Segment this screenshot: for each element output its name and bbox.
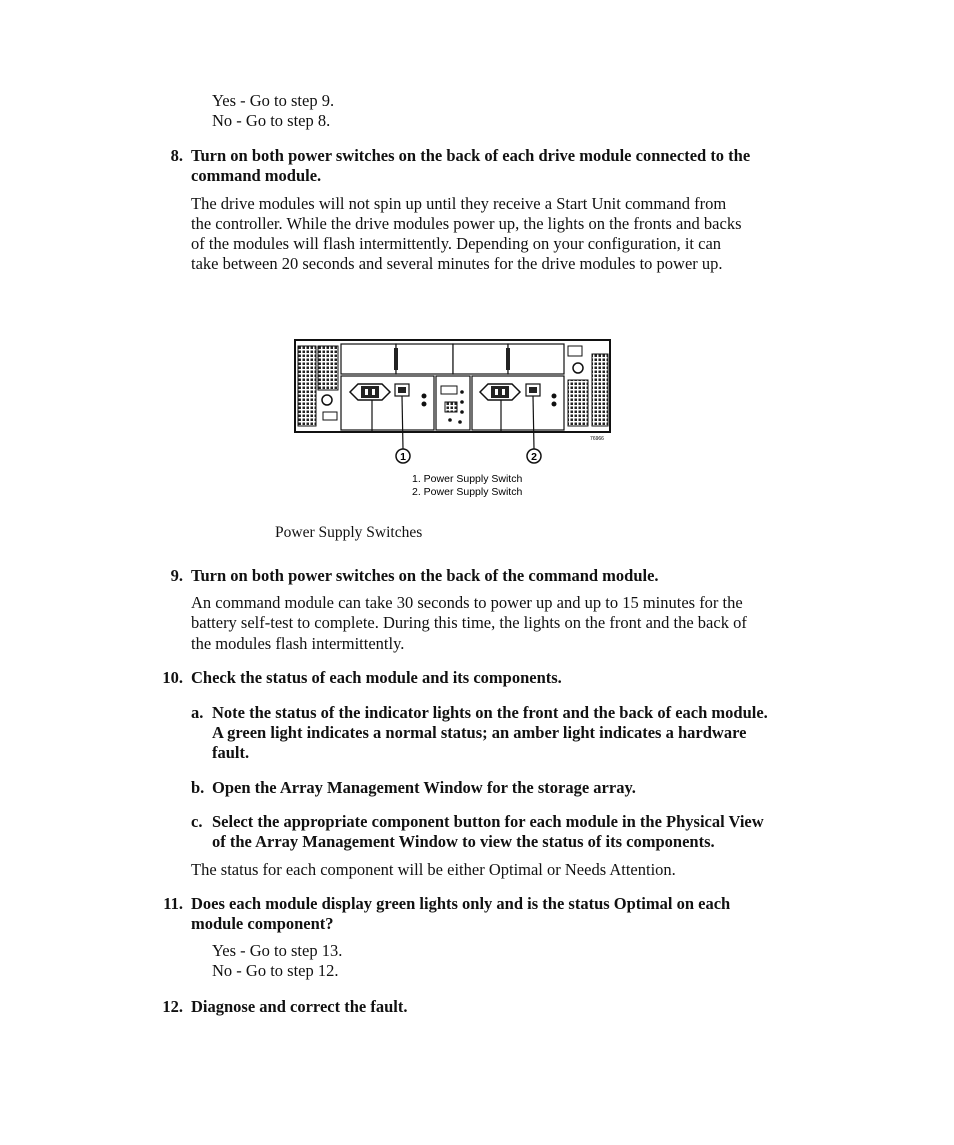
step-8-body-line3: of the modules will flash intermittently. Depending on your configuration, it can	[191, 234, 722, 253]
substep-c-line2: of the Array Management Window to view the status of its components.	[212, 832, 715, 851]
step-8-heading-line1: Turn on both power switches on the back of each drive module connected to the	[191, 146, 751, 165]
step-9-heading: Turn on both power switches on the back of the command module.	[191, 566, 659, 585]
option-yes-step13: Yes - Go to step 13.	[212, 941, 343, 960]
step-10-heading: Check the status of each module and its components.	[191, 668, 562, 687]
step-9-body-line2: battery self-test to complete. During this time, the lights on the front and the back of	[191, 613, 747, 632]
step-8-body-line4: take between 20 seconds and several minutes for the drive modules to power up.	[191, 254, 723, 273]
step-10-body: The status for each component will be either Optimal or Needs Attention.	[191, 860, 676, 879]
step-8-body-line2: the controller. While the drive modules power up, the lights on the fronts and backs	[191, 214, 742, 233]
figure-legend-2: 2. Power Supply Switch	[412, 486, 523, 498]
step-12-number: 12.	[162, 997, 183, 1016]
substep-c-letter: c.	[191, 812, 203, 831]
power-supply-switches-figure	[290, 334, 620, 506]
option-yes-step9: Yes - Go to step 9.	[212, 91, 335, 110]
substep-a-line2: A green light indicates a normal status; an amber light indicates a hardware	[212, 723, 747, 742]
step-9-body-line3: the modules flash intermittently.	[191, 634, 405, 653]
step-11-number: 11.	[163, 894, 183, 913]
step-10-number: 10.	[162, 668, 183, 687]
step-9-body-line1: An command module can take 30 seconds to power up and up to 15 minutes for the	[191, 593, 743, 612]
substep-a-line1: Note the status of the indicator lights on the front and the back of each module.	[212, 703, 768, 722]
step-8-body-line1: The drive modules will not spin up until they receive a Start Unit command from	[191, 194, 727, 213]
figure-caption: Power Supply Switches	[275, 524, 423, 541]
substep-b-letter: b.	[191, 778, 205, 797]
substep-b-line1: Open the Array Management Window for the storage array.	[212, 778, 636, 797]
substep-a-letter: a.	[191, 703, 204, 722]
callout-2: 2	[531, 451, 537, 463]
substep-c-line1: Select the appropriate component button for each module in the Physical View	[212, 812, 764, 831]
callout-1: 1	[400, 451, 406, 463]
step-11-heading-line1: Does each module display green lights only and is the status Optimal on each	[191, 894, 731, 913]
step-12-heading: Diagnose and correct the fault.	[191, 997, 408, 1016]
step-8-heading-line2: command module.	[191, 166, 322, 185]
figure-code: 76966	[590, 436, 604, 442]
figure-legend-1: 1. Power Supply Switch	[412, 473, 523, 485]
substep-a-line3: fault.	[212, 743, 250, 762]
option-no-step12: No - Go to step 12.	[212, 961, 339, 980]
step-8-number: 8.	[170, 146, 183, 165]
step-11-heading-line2: module component?	[191, 914, 334, 933]
step-9-number: 9.	[170, 566, 183, 585]
option-no-step8: No - Go to step 8.	[212, 111, 331, 130]
